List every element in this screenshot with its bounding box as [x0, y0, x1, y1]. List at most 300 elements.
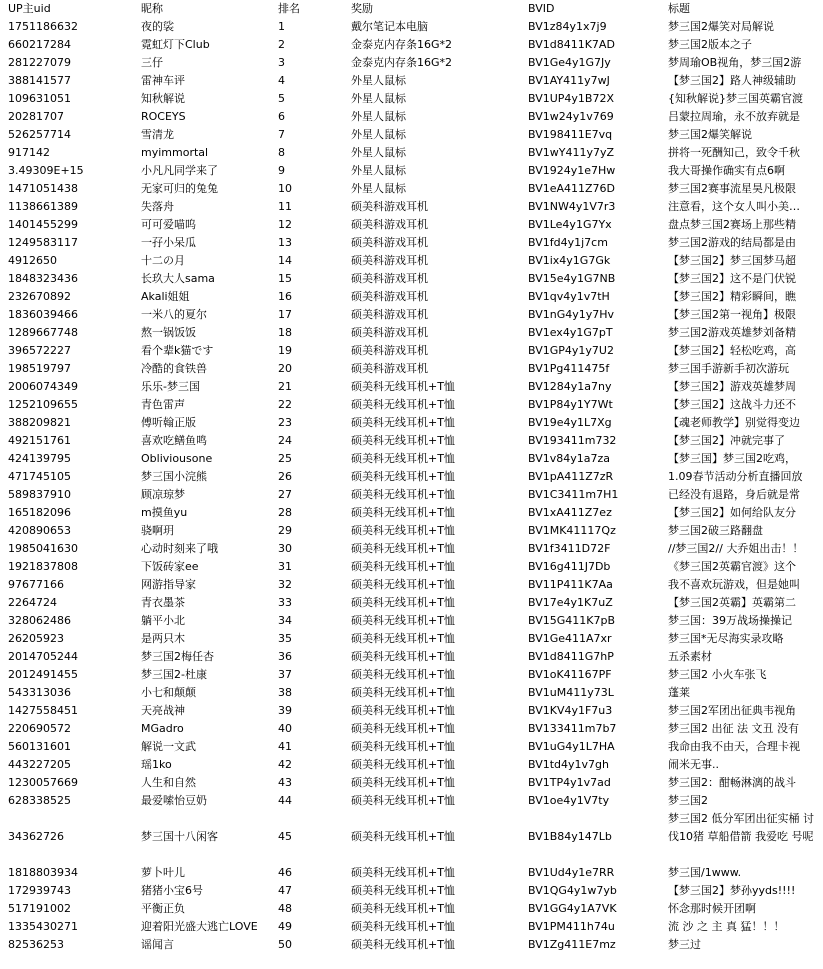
- cell-reward: 硕美科无线耳机+T恤: [351, 452, 455, 465]
- cell-nickname: 解说一文武: [141, 740, 196, 753]
- cell-bvid: BV1v84y1a7za: [528, 452, 611, 465]
- cell-nickname: 傅听翰正版: [141, 416, 196, 429]
- cell-nickname: 梦三国小浣熊: [141, 470, 207, 483]
- table-row: [0, 90, 823, 108]
- cell-nickname: m摸鱼yu: [141, 506, 188, 519]
- cell-nickname: 熬一锅饭饭: [141, 326, 196, 339]
- table-row: [0, 324, 823, 342]
- cell-bvid: BV1f3411D72F: [528, 542, 611, 555]
- cell-title: 1.09春节活动分析直播回放: [668, 470, 803, 483]
- cell-rank: 46: [278, 866, 292, 879]
- cell-bvid: BV1uG4y1L7HA: [528, 740, 615, 753]
- header-uid: UP主uid: [8, 2, 51, 15]
- cell-reward: 硕美科无线耳机+T恤: [351, 722, 455, 735]
- cell-nickname: 长玖大人sama: [141, 272, 215, 285]
- cell-uid: 1335430271: [8, 920, 78, 933]
- cell-title: 【梦三国2英霸】英霸第二: [668, 596, 796, 609]
- cell-nickname: 无家可归的兔兔: [141, 182, 218, 195]
- cell-rank: 28: [278, 506, 292, 519]
- table-row: [0, 144, 823, 162]
- cell-reward: 硕美科无线耳机+T恤: [351, 920, 455, 933]
- cell-uid: 2012491455: [8, 668, 78, 681]
- cell-title: 【魂老师教学】别觉得变边: [668, 416, 800, 429]
- cell-rank: 34: [278, 614, 292, 627]
- cell-bvid: BV1924y1e7Hw: [528, 164, 616, 177]
- cell-rank: 31: [278, 560, 292, 573]
- cell-title: 怀念那时候开团啊: [668, 902, 756, 915]
- table-row: [0, 216, 823, 234]
- table-row: [0, 288, 823, 306]
- cell-bvid: BV1Ge4y1G7Jy: [528, 56, 611, 69]
- cell-title: 【梦三国2第一视角】极限: [668, 308, 796, 321]
- cell-rank: 38: [278, 686, 292, 699]
- cell-uid: 443227205: [8, 758, 71, 771]
- cell-bvid: BV1w24y1v769: [528, 110, 614, 123]
- cell-title: 【梦三国】梦三国2吃鸡，: [668, 452, 796, 465]
- cell-rank: 6: [278, 110, 285, 123]
- cell-bvid: BV1Zg411E7mz: [528, 938, 616, 951]
- cell-uid: 424139795: [8, 452, 71, 465]
- cell-uid: 281227079: [8, 56, 71, 69]
- header-reward: 奖励: [351, 2, 373, 15]
- table-header-row: [0, 0, 823, 18]
- cell-reward: 硕美科无线耳机+T恤: [351, 470, 455, 483]
- cell-nickname: 下饭砖家ee: [141, 560, 199, 573]
- cell-rank: 29: [278, 524, 292, 537]
- cell-bvid: BV1d8411G7hP: [528, 650, 614, 663]
- cell-reward: 硕美科游戏耳机: [351, 308, 428, 321]
- cell-reward: 硕美科游戏耳机: [351, 200, 428, 213]
- cell-uid: 628338525: [8, 794, 71, 807]
- cell-reward: 硕美科无线耳机+T恤: [351, 398, 455, 411]
- table-row: [0, 162, 823, 180]
- cell-title: 我不喜欢玩游戏，但是她叫: [668, 578, 800, 591]
- cell-nickname: 青色雷声: [141, 398, 185, 411]
- cell-nickname: 迎着阳光盛大逃亡LOVE: [141, 920, 258, 933]
- table-row: [0, 198, 823, 216]
- cell-rank: 49: [278, 920, 292, 933]
- cell-bvid: BV133411m7b7: [528, 722, 617, 735]
- cell-nickname: 看个辈k猫です: [141, 344, 214, 357]
- cell-title: 梦三国手游新手初次游玩: [668, 362, 789, 375]
- table-row: [0, 54, 823, 72]
- table-row: [0, 810, 823, 864]
- cell-uid: 34362726: [8, 830, 64, 843]
- cell-nickname: 一米八的夏尔: [141, 308, 207, 321]
- cell-title: 梦周瑜OB视角，梦三国2游: [668, 56, 802, 69]
- cell-title: 吕蒙拉周瑜，永不放弃就是: [668, 110, 800, 123]
- cell-rank: 7: [278, 128, 285, 141]
- cell-uid: 917142: [8, 146, 50, 159]
- cell-reward: 硕美科游戏耳机: [351, 272, 428, 285]
- cell-bvid: BV11P411K7Aa: [528, 578, 613, 591]
- cell-rank: 12: [278, 218, 292, 231]
- header-nickname: 昵称: [141, 2, 163, 15]
- cell-nickname: 夜的裟: [141, 20, 174, 33]
- cell-reward: 硕美科游戏耳机: [351, 218, 428, 231]
- table-row: [0, 270, 823, 288]
- cell-nickname: 是两只木: [141, 632, 185, 645]
- cell-title: 拼将一死酬知己，致令千秋: [668, 146, 800, 159]
- table-row: [0, 936, 823, 954]
- cell-rank: 32: [278, 578, 292, 591]
- cell-uid: 82536253: [8, 938, 64, 951]
- cell-rank: 18: [278, 326, 292, 339]
- cell-reward: 硕美科无线耳机+T恤: [351, 794, 455, 807]
- cell-uid: 1848323436: [8, 272, 78, 285]
- cell-uid: 396572227: [8, 344, 71, 357]
- cell-reward: 硕美科无线耳机+T恤: [351, 488, 455, 501]
- cell-reward: 外星人鼠标: [351, 164, 406, 177]
- cell-rank: 16: [278, 290, 292, 303]
- cell-reward: 硕美科无线耳机+T恤: [351, 506, 455, 519]
- cell-reward: 硕美科无线耳机+T恤: [351, 416, 455, 429]
- cell-uid: 109631051: [8, 92, 71, 105]
- cell-bvid: BV193411m732: [528, 434, 617, 447]
- cell-uid: 2006074349: [8, 380, 78, 393]
- cell-title: 蓬莱: [668, 686, 690, 699]
- cell-uid: 26205923: [8, 632, 64, 645]
- cell-nickname: 梦三国2-杜康: [141, 668, 207, 681]
- cell-title: 注意看，这个女人叫小美…: [668, 200, 800, 213]
- cell-rank: 50: [278, 938, 292, 951]
- cell-bvid: BV1284y1a7ny: [528, 380, 612, 393]
- cell-rank: 4: [278, 74, 285, 87]
- cell-bvid: BV1B84y147Lb: [528, 830, 612, 843]
- table-row: [0, 864, 823, 882]
- cell-nickname: 平衡正负: [141, 902, 185, 915]
- cell-rank: 5: [278, 92, 285, 105]
- cell-nickname: 小凡凡同学来了: [141, 164, 218, 177]
- cell-uid: 543313036: [8, 686, 71, 699]
- table-row: [0, 774, 823, 792]
- cell-reward: 硕美科无线耳机+T恤: [351, 866, 455, 879]
- cell-uid: 1289667748: [8, 326, 78, 339]
- cell-reward: 硕美科游戏耳机: [351, 326, 428, 339]
- cell-title: 梦三国2破三路翻盘: [668, 524, 763, 537]
- cell-uid: 172939743: [8, 884, 71, 897]
- cell-nickname: ROCEYS: [141, 110, 186, 123]
- cell-title: 梦三国：39万战场操操记: [668, 614, 792, 627]
- cell-rank: 9: [278, 164, 285, 177]
- cell-rank: 10: [278, 182, 292, 195]
- cell-reward: 硕美科无线耳机+T恤: [351, 668, 455, 681]
- cell-reward: 硕美科游戏耳机: [351, 290, 428, 303]
- cell-rank: 19: [278, 344, 292, 357]
- cell-reward: 硕美科无线耳机+T恤: [351, 830, 455, 843]
- table-row: [0, 252, 823, 270]
- cell-nickname: Obliviousone: [141, 452, 213, 465]
- cell-bvid: BV1nG4y1y7Hv: [528, 308, 615, 321]
- cell-uid: 1401455299: [8, 218, 78, 231]
- cell-uid: 20281707: [8, 110, 64, 123]
- cell-rank: 17: [278, 308, 292, 321]
- cell-bvid: BV1eA411Z76D: [528, 182, 616, 195]
- cell-rank: 2: [278, 38, 285, 51]
- cell-uid: 1751186632: [8, 20, 78, 33]
- cell-title: 梦三国/1www.: [668, 866, 742, 879]
- cell-title: 【梦三国2】梦孙yyds!!!!: [668, 884, 796, 897]
- cell-reward: 硕美科游戏耳机: [351, 254, 428, 267]
- cell-title: 梦三过: [668, 938, 701, 951]
- cell-nickname: 冷酷的食铁兽: [141, 362, 207, 375]
- table-row: [0, 234, 823, 252]
- cell-nickname: 天亮战神: [141, 704, 185, 717]
- cell-nickname: 瑶1ko: [141, 758, 172, 771]
- cell-bvid: BV1MK41117Qz: [528, 524, 616, 537]
- cell-nickname: 萝卜叶儿: [141, 866, 185, 879]
- cell-bvid: BV1wY411y7yZ: [528, 146, 614, 159]
- cell-nickname: 梦三国2梅任杏: [141, 650, 214, 663]
- table-row: [0, 18, 823, 36]
- cell-title: //梦三国2// 大乔姐出击！！: [668, 542, 804, 555]
- cell-reward: 硕美科无线耳机+T恤: [351, 434, 455, 447]
- cell-nickname: 十二の月: [141, 254, 185, 267]
- table-row: [0, 756, 823, 774]
- cell-rank: 33: [278, 596, 292, 609]
- cell-bvid: BV1d8411K7AD: [528, 38, 615, 51]
- cell-reward: 硕美科无线耳机+T恤: [351, 524, 455, 537]
- cell-reward: 硕美科游戏耳机: [351, 362, 428, 375]
- header-bvid: BVID: [528, 2, 555, 15]
- table-row: [0, 108, 823, 126]
- cell-title: 盘点梦三国2赛场上那些精: [668, 218, 796, 231]
- cell-uid: 97677166: [8, 578, 64, 591]
- cell-uid: 220690572: [8, 722, 71, 735]
- cell-reward: 硕美科无线耳机+T恤: [351, 938, 455, 951]
- cell-rank: 39: [278, 704, 292, 717]
- cell-bvid: BV19e4y1L7Xg: [528, 416, 612, 429]
- cell-bvid: BV1qv4y1v7tH: [528, 290, 610, 303]
- table-row: [0, 522, 823, 540]
- table-row: [0, 396, 823, 414]
- cell-bvid: BV1Le4y1G7Yx: [528, 218, 612, 231]
- cell-uid: 1985041630: [8, 542, 78, 555]
- cell-reward: 硕美科无线耳机+T恤: [351, 614, 455, 627]
- table-row: [0, 468, 823, 486]
- cell-rank: 24: [278, 434, 292, 447]
- cell-reward: 外星人鼠标: [351, 74, 406, 87]
- cell-nickname: myimmortal: [141, 146, 209, 159]
- cell-uid: 2264724: [8, 596, 57, 609]
- cell-rank: 41: [278, 740, 292, 753]
- table-row: [0, 666, 823, 684]
- cell-nickname: MGadro: [141, 722, 184, 735]
- cell-reward: 外星人鼠标: [351, 92, 406, 105]
- cell-uid: 1252109655: [8, 398, 78, 411]
- cell-uid: 517191002: [8, 902, 71, 915]
- cell-reward: 硕美科无线耳机+T恤: [351, 380, 455, 393]
- cell-nickname: 雪清龙: [141, 128, 174, 141]
- table-row: [0, 702, 823, 720]
- table-row: [0, 576, 823, 594]
- cell-title: 梦三国2 小火车张飞: [668, 668, 767, 681]
- cell-uid: 198519797: [8, 362, 71, 375]
- cell-nickname: 躺平小北: [141, 614, 185, 627]
- cell-uid: 1921837808: [8, 560, 78, 573]
- cell-rank: 37: [278, 668, 292, 681]
- cell-title: 梦三国2游戏的结局都是由: [668, 236, 796, 249]
- cell-nickname: 人生和自然: [141, 776, 196, 789]
- cell-title: 梦三国2军团出征典韦视角: [668, 704, 796, 717]
- cell-title: 【梦三国2】精彩瞬间，瞧: [668, 290, 796, 303]
- cell-reward: 外星人鼠标: [351, 128, 406, 141]
- cell-rank: 47: [278, 884, 292, 897]
- cell-title: 梦三国*无尽海实录攻略: [668, 632, 784, 645]
- cell-uid: 3.49309E+15: [8, 164, 84, 177]
- cell-uid: 589837910: [8, 488, 71, 501]
- table-row: [0, 900, 823, 918]
- cell-title: {知秋解说}梦三国英霸官渡: [668, 92, 803, 105]
- cell-bvid: BV1td4y1v7gh: [528, 758, 609, 771]
- cell-title: 梦三国2 出征 法 文丑 没有: [668, 722, 799, 735]
- cell-title: 闹米无事..: [668, 758, 719, 771]
- cell-nickname: 心动时刻来了哦: [141, 542, 218, 555]
- cell-bvid: BV1Ge411A7xr: [528, 632, 612, 645]
- cell-reward: 金泰克内存条16G*2: [351, 38, 453, 51]
- cell-reward: 硕美科无线耳机+T恤: [351, 740, 455, 753]
- cell-uid: 1427558451: [8, 704, 78, 717]
- table-row: [0, 72, 823, 90]
- cell-rank: 26: [278, 470, 292, 483]
- cell-nickname: 雷神车评: [141, 74, 185, 87]
- cell-rank: 36: [278, 650, 292, 663]
- cell-reward: 硕美科无线耳机+T恤: [351, 884, 455, 897]
- cell-reward: 硕美科无线耳机+T恤: [351, 560, 455, 573]
- cell-title: 梦三国2：酣畅淋漓的战斗: [668, 776, 796, 789]
- cell-nickname: 青衣墨茶: [141, 596, 185, 609]
- cell-nickname: 一孖小呆瓜: [141, 236, 196, 249]
- cell-title: 已经没有退路，身后就是常: [668, 488, 800, 501]
- cell-uid: 660217284: [8, 38, 71, 51]
- cell-reward: 硕美科无线耳机+T恤: [351, 686, 455, 699]
- table-row: [0, 342, 823, 360]
- table-row: [0, 378, 823, 396]
- cell-nickname: 骁啊玥: [141, 524, 174, 537]
- cell-title: 梦三国2赛事流星昊凡极限: [668, 182, 796, 195]
- table-row: [0, 558, 823, 576]
- table-row: [0, 738, 823, 756]
- cell-bvid: BV1GG4y1A7VK: [528, 902, 617, 915]
- table-row: [0, 720, 823, 738]
- cell-title: 【梦三国2】冲就完事了: [668, 434, 785, 447]
- cell-nickname: 知秋解说: [141, 92, 185, 105]
- cell-nickname: 可可爱喵呜: [141, 218, 196, 231]
- table-row: [0, 594, 823, 612]
- header-rank: 排名: [278, 2, 300, 15]
- cell-rank: 1: [278, 20, 285, 33]
- cell-nickname: 顾凉琼梦: [141, 488, 185, 501]
- cell-title: 梦三国2版本之子: [668, 38, 752, 51]
- cell-bvid: BV1NW4y1V7r3: [528, 200, 616, 213]
- cell-uid: 328062486: [8, 614, 71, 627]
- cell-reward: 外星人鼠标: [351, 146, 406, 159]
- cell-title: 【梦三国2】如何给队友分: [668, 506, 796, 519]
- cell-reward: 戴尔笔记本电脑: [351, 20, 428, 33]
- table-row: [0, 306, 823, 324]
- cell-nickname: 乐乐-梦三国: [141, 380, 200, 393]
- cell-nickname: 谣闻言: [141, 938, 174, 951]
- cell-bvid: BV1UP4y1B72X: [528, 92, 615, 105]
- cell-rank: 42: [278, 758, 292, 771]
- cell-title: 我大哥操作确实有点6啊: [668, 164, 785, 177]
- cell-bvid: BV1ex4y1G7pT: [528, 326, 613, 339]
- cell-title: 梦三国2 低分军团出征实桶 讨伐10猪 草船借箭 我爱吃 号呢: [668, 812, 814, 843]
- cell-uid: 388141577: [8, 74, 71, 87]
- cell-title: 五杀素材: [668, 650, 712, 663]
- cell-rank: 23: [278, 416, 292, 429]
- cell-title: 【梦三国2】这战斗力还不: [668, 398, 796, 411]
- cell-bvid: BV1TP4y1v7ad: [528, 776, 611, 789]
- cell-bvid: BV17e4y1K7uZ: [528, 596, 613, 609]
- cell-rank: 20: [278, 362, 292, 375]
- table-row: [0, 180, 823, 198]
- cell-uid: 2014705244: [8, 650, 78, 663]
- cell-nickname: 喜欢吃鳝鱼鸣: [141, 434, 207, 447]
- cell-bvid: BV1P84y1Y7Wt: [528, 398, 613, 411]
- table-row: [0, 450, 823, 468]
- cell-title: 【梦三国2】游戏英雄梦周: [668, 380, 796, 393]
- table-row: [0, 504, 823, 522]
- cell-rank: 13: [278, 236, 292, 249]
- table-row: [0, 486, 823, 504]
- cell-title: 梦三国2游戏英雄梦刘备精: [668, 326, 796, 339]
- cell-rank: 11: [278, 200, 292, 213]
- table-row: [0, 630, 823, 648]
- cell-nickname: 网游指导家: [141, 578, 196, 591]
- table-row: [0, 414, 823, 432]
- table-row: [0, 882, 823, 900]
- cell-rank: 30: [278, 542, 292, 555]
- cell-rank: 15: [278, 272, 292, 285]
- cell-bvid: BV1xA411Z7ez: [528, 506, 612, 519]
- cell-reward: 硕美科无线耳机+T恤: [351, 776, 455, 789]
- cell-bvid: BV1uM411y73L: [528, 686, 614, 699]
- cell-reward: 硕美科无线耳机+T恤: [351, 578, 455, 591]
- cell-uid: 232670892: [8, 290, 71, 303]
- table-row: [0, 360, 823, 378]
- cell-uid: 165182096: [8, 506, 71, 519]
- cell-bvid: BV1oe4y1V7ty: [528, 794, 610, 807]
- cell-uid: 1230057669: [8, 776, 78, 789]
- cell-reward: 硕美科无线耳机+T恤: [351, 632, 455, 645]
- cell-reward: 硕美科游戏耳机: [351, 236, 428, 249]
- cell-bvid: BV1oK41167PF: [528, 668, 612, 681]
- cell-bvid: BV1AY411y7wJ: [528, 74, 610, 87]
- cell-bvid: BV1PM411h74u: [528, 920, 615, 933]
- cell-bvid: BV1Ud4y1e7RR: [528, 866, 615, 879]
- cell-uid: 388209821: [8, 416, 71, 429]
- table-row: [0, 648, 823, 666]
- table-row: [0, 36, 823, 54]
- cell-bvid: BV1KV4y1F7u3: [528, 704, 613, 717]
- cell-uid: 492151761: [8, 434, 71, 447]
- cell-rank: 45: [278, 830, 292, 843]
- cell-bvid: BV1C3411m7H1: [528, 488, 619, 501]
- cell-nickname: Akali姐姐: [141, 290, 190, 303]
- cell-bvid: BV15e4y1G7NB: [528, 272, 616, 285]
- cell-nickname: 三仔: [141, 56, 163, 69]
- table-row: [0, 432, 823, 450]
- cell-nickname: 猪猪小宝6号: [141, 884, 203, 897]
- cell-rank: 40: [278, 722, 292, 735]
- cell-uid: 4912650: [8, 254, 57, 267]
- cell-uid: 1471051438: [8, 182, 78, 195]
- cell-reward: 金泰克内存条16G*2: [351, 56, 453, 69]
- table-row: [0, 126, 823, 144]
- cell-bvid: BV1z84y1x7j9: [528, 20, 607, 33]
- table-row: [0, 684, 823, 702]
